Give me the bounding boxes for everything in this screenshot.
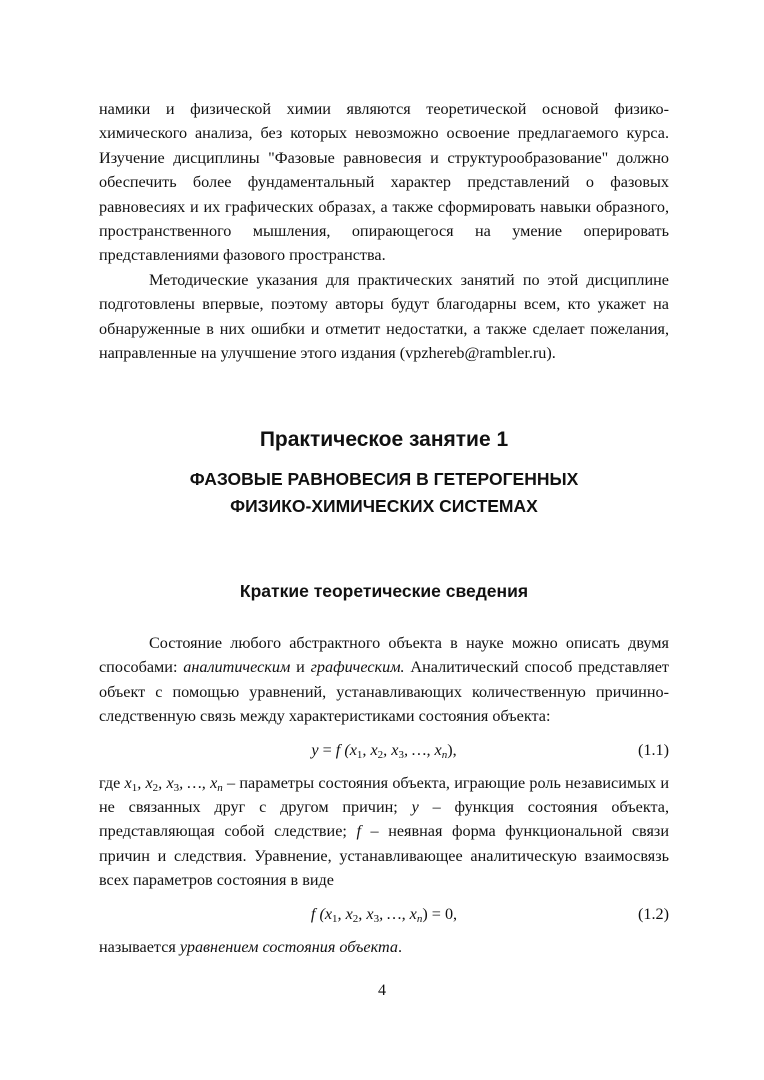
term-analytic: аналитическим xyxy=(183,658,291,677)
formula-1-2 xyxy=(99,893,669,935)
intro-paragraph-2: Методические указания для практических занятий по этой дисциплине подготовлены впервые, поэтому авторы будут благодарны всем, кто укажет на обнаруженные в них ошибки и отметит недостатки, а также сделает пожелания, направленные на улучшение этого издания (vpzhereb@rambler.ru). xyxy=(99,270,669,363)
page-number: 4 xyxy=(378,982,386,999)
chapter-title-line-2: ФИЗИКО-ХИМИЧЕСКИХ СИСТЕМАХ xyxy=(230,496,538,516)
section-heading: Краткие теоретические сведения xyxy=(239,581,529,601)
chapter-title xyxy=(99,466,669,520)
theory-paragraph-1: Состояние любого абстрактного объекта в науке можно описать двумя способами: аналитическим и графическим. Аналитический способ представляет объект с помощью уравнений, устанавливающих количественную причинно-следственную связь между характеристиками состояния объекта: xyxy=(99,634,669,726)
term-state-equation: уравнением состояния объекта xyxy=(179,937,398,956)
formula-1-2-number: (1.2) xyxy=(637,904,669,923)
formula-1-1-number: (1.1) xyxy=(637,740,669,759)
term-graphic: графическим. xyxy=(310,658,405,677)
intro-text xyxy=(99,97,669,365)
theory-paragraph-2: где $x_1$, $x_2$, $x_3$, …, $x_n$ – параметры состояния объекта, играющие роль независимых и не связанных друг с другом причин; y – функция состояния объекта, представляющая собой следствие; f – неявная форма функциональной связи причин и следствия. Уравнение, устанавливающее аналитическую взаимосвязь всех параметров состояния в виде xyxy=(99,773,669,890)
formula-1-1-expression: y = f ($x_1$, $x_2$, $x_3$, …, $x_n$), xyxy=(311,740,457,761)
formula-1-1 xyxy=(99,729,669,771)
theory-paragraph-3: называется уравнением состояния объекта. xyxy=(99,937,403,956)
formula-1-2-expression: f ($x_1$, $x_2$, $x_3$, …, $x_n) = 0$, xyxy=(310,904,458,925)
practice-heading: Практическое занятие 1 xyxy=(259,428,509,451)
theory-text xyxy=(99,631,669,959)
chapter-title-line-1: ФАЗОВЫЕ РАВНОВЕСИЯ В ГЕТЕРОГЕННЫХ xyxy=(189,469,579,489)
intro-paragraph-1: намики и физической химии являются теоретической основой физико-химического анализа, без которых невозможно освоение предлагаемого курса. Изучение дисциплины "Фазовые равновесия и структурообразование" должно обеспечить более фундаментальный характер представлений о фазовых равновесиях и их графических образах, а также сформировать навыки образного, пространственного мышления, опирающегося на умение оперировать представлениями фазового пространства. xyxy=(99,100,669,265)
